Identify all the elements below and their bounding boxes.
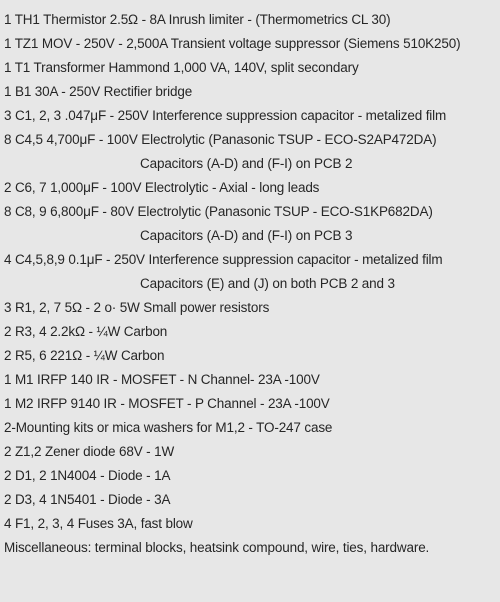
part-line-c6-c7: 2 C6, 7 1,000μF - 100V Electrolytic - Axial - long leads: [4, 180, 320, 195]
part-line-c8-c9: 8 C8, 9 6,800μF - 80V Electrolytic (Panasonic TSUP - ECO-S1KP682DA): [4, 204, 433, 219]
part-line-suppression-caps: 4 C4,5,8,9 0.1μF - 250V Interference suppression capacitor - metalized film: [4, 252, 443, 267]
part-line-m2: 1 M2 IRFP 9140 IR - MOSFET - P Channel - 23A -100V: [4, 396, 330, 411]
part-line-b1: 1 B1 30A - 250V Rectifier bridge: [4, 84, 193, 99]
part-line-tz1: 1 TZ1 MOV - 250V - 2,500A Transient voltage suppressor (Siemens 510K250): [4, 36, 461, 51]
part-note-c8-c9-placement: Capacitors (A-D) and (F-I) on PCB 3: [140, 228, 353, 243]
part-line-mounting-kits: 2-Mounting kits or mica washers for M1,2 - TO-247 case: [4, 420, 333, 435]
part-line-d1-d2: 2 D1, 2 1N4004 - Diode - 1A: [4, 468, 171, 483]
part-line-t1: 1 T1 Transformer Hammond 1,000 VA, 140V, split secondary: [4, 60, 359, 75]
part-line-d3-d4: 2 D3, 4 1N5401 - Diode - 3A: [4, 492, 171, 507]
part-line-fuses: 4 F1, 2, 3, 4 Fuses 3A, fast blow: [4, 516, 193, 531]
parts-list: [4, 8, 496, 560]
part-line-c4-c5: 8 C4,5 4,700μF - 100V Electrolytic (Panasonic TSUP - ECO-S2AP472DA): [4, 132, 437, 147]
part-note-suppression-caps-placement: Capacitors (E) and (J) on both PCB 2 and 3: [140, 276, 395, 291]
part-line-r1-r2-r7: 3 R1, 2, 7 5Ω - 2 o· 5W Small power resistors: [4, 300, 270, 315]
part-line-c1-c3: 3 C1, 2, 3 .047μF - 250V Interference suppression capacitor - metalized film: [4, 108, 447, 123]
part-line-th1: 1 TH1 Thermistor 2.5Ω - 8A Inrush limiter - (Thermometrics CL 30): [4, 12, 391, 27]
part-line-z1-z2: 2 Z1,2 Zener diode 68V - 1W: [4, 444, 175, 459]
part-note-c4-c5-placement: Capacitors (A-D) and (F-I) on PCB 2: [140, 156, 353, 171]
part-line-r5-r6: 2 R5, 6 221Ω - ¼W Carbon: [4, 348, 165, 363]
part-line-m1: 1 M1 IRFP 140 IR - MOSFET - N Channel- 23A -100V: [4, 372, 320, 387]
part-line-miscellaneous: Miscellaneous: terminal blocks, heatsink compound, wire, ties, hardware.: [4, 540, 430, 555]
part-line-r3-r4: 2 R3, 4 2.2kΩ - ¼W Carbon: [4, 324, 168, 339]
